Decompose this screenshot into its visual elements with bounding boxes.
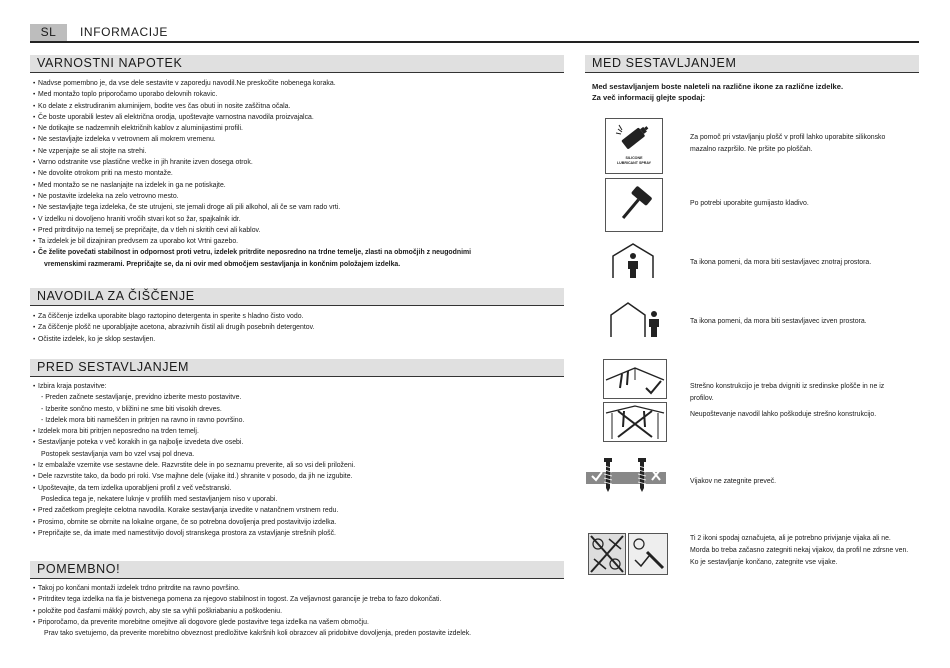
icon-text-line: Neupoštevanje navodil lahko poškoduje strešno konstrukcijo. <box>690 410 877 418</box>
list-item: • Med montažo toplo priporočamo uporabo delovnih rokavic. <box>33 89 471 100</box>
roof-lift-wrong-icon <box>603 402 667 442</box>
spray-label-line: LUBRICANT SPRAY <box>616 161 651 165</box>
list-item: • Upoštevajte, da tem izdelka uporabljeni profil z več večstranski. <box>33 483 355 494</box>
important-list <box>33 583 471 639</box>
list-item: - Preden začnete sestavljanje, previdno izberite mesto postavitve. <box>41 394 242 402</box>
screwing-required-icon <box>628 533 668 575</box>
list-item: • Izbira kraja postavitve: <box>33 381 355 392</box>
rubber-mallet-icon <box>605 178 663 232</box>
spray-label-line: SILICONE <box>625 156 643 160</box>
before-list <box>33 381 355 539</box>
icon-text-line: Za pomoč pri vstavljanju plošč v profil lahko uporabite silikonsko <box>690 134 886 141</box>
assembly-header <box>585 55 919 73</box>
spray-label <box>606 156 662 166</box>
person-inside-text <box>690 257 871 269</box>
before-title: PRED SESTAVLJANJEM <box>30 359 564 376</box>
list-item: • Če boste uporabili lestev ali električna orodja, upoštevajte varnostna navodila proizvajalca. <box>33 112 471 123</box>
screw-tighten-icon <box>586 456 666 496</box>
assembly-title: MED SESTAVLJANJEM <box>585 55 919 72</box>
list-item: • Ko delate z ekstrudiranim aluminijem, bodite ves čas obuti in nosite zaščitna očala. <box>33 101 471 112</box>
icon-text-line: mazalno razpršilo. Ne pršite po ploščah. <box>690 145 813 153</box>
cleaning-title: NAVODILA ZA ČIŠČENJE <box>30 288 564 305</box>
list-item: Posledica tega je, nekatere luknje v profilih med sestavljanjem niso v uporabi. <box>41 495 278 503</box>
list-item: - Izdelek mora biti nameščen in pritrjen na ravno in ravno površino. <box>41 416 245 424</box>
list-item: • Očistite izdelek, ko je sklop sestavljen. <box>33 334 314 345</box>
silicone-spray-icon <box>605 118 663 174</box>
list-item: • Če želite povečati stabilnost in odpornost proti vetru, izdelek pritrdite neposredno na trdne temelje, zlasti na območjih z neugodnimi <box>33 247 471 258</box>
important-title: POMEMBNO! <box>30 561 564 578</box>
list-item: • Za čiščenje izdelka uporabite blago raztopino detergenta in sperite s hladno čisto vodo. <box>33 311 314 322</box>
icon-text-line: Ta ikona pomeni, da mora biti sestavljavec izven prostora. <box>690 318 867 325</box>
list-item: Prav tako svetujemo, da preverite morebitno obveznost predložitve kakršnih koli obrazcev ali pridobitve dovoljenja, preden postavite izdelek. <box>44 630 472 638</box>
list-item: • Pred začetkom preglejte celotna navodila. Korake sestavljanja izvedite v natančnem vrstnem redu. <box>33 505 355 516</box>
list-item: • Ta izdelek je bil dizajniran predvsem za uporabo kot Vrtni gazebo. <box>33 236 471 247</box>
roof-lift-correct-icon <box>603 359 667 399</box>
list-item: • Ne sestavljajte tega izdeleka, če ste utrujeni, ste jemali droge ali pili alkohol, ali če se vam rado vrti. <box>33 202 471 213</box>
list-item: • Ne vzpenjajte se ali stojte na strehi. <box>33 146 471 157</box>
page-title: INFORMACIJE <box>80 25 168 39</box>
icon-text-line: Strešno konstrukcijo je treba dvigniti iz sredinske plošče in ne iz <box>690 383 885 390</box>
person-outside-text <box>690 316 867 328</box>
list-item: • Prosimo, obrnite se obrnite na lokalne organe, če so potrebna dovoljenja pred postavitvijo izdelka. <box>33 517 355 528</box>
important-header <box>30 561 564 579</box>
list-item: • Pred pritrditvijo na temelj se prepričajte, da v tleh ni skritih cevi ali kablov. <box>33 225 471 236</box>
top-bar <box>30 24 919 43</box>
assembly-intro-line: Za več informacij glejte spodaj: <box>592 93 706 102</box>
safety-header <box>30 55 564 73</box>
rubber-mallet-text <box>690 198 809 210</box>
list-item: Postopek sestavljanja vam bo vzel vsaj pol dneva. <box>41 450 195 458</box>
icon-text-line: profilov. <box>690 394 714 402</box>
assembly-intro-line: Med sestavljanjem boste naleteli na različne ikone za različne izdelke. <box>592 82 844 91</box>
person-inside-icon <box>608 241 658 281</box>
list-item: • Prepričajte se, da imate med namestitvijo dovolj stranskega prostora za vstavljanje strešnih plošč. <box>33 528 355 539</box>
person-outside-icon <box>608 298 664 340</box>
safety-list <box>33 78 471 270</box>
icon-text-line: Ko je sestavljanje končano, zategnite vse vijake. <box>690 558 838 566</box>
list-item: • Med montažo se ne naslanjajte na izdelek in ga ne potiskajte. <box>33 180 471 191</box>
list-item: • Varno odstranite vse plastične vrečke in jih hranite izven dosega otrok. <box>33 157 471 168</box>
list-item: • Nadvse pomembno je, da vse dele sestavite v zaporedju navodil.Ne preskočite nobenega koraka. <box>33 78 471 89</box>
list-item: • Ne dovolite otrokom priti na mesto montaže. <box>33 168 471 179</box>
cleaning-header <box>30 288 564 306</box>
icon-text-line: Morda bo treba začasno zategniti nekaj vijakov, da profil ne zdrsne ven. <box>690 546 909 554</box>
list-item: • Dele razvrstite tako, da bodo pri roki. Vse majhne dele (vijake itd.) shranite v posodo, da jih ne izgubite. <box>33 471 355 482</box>
list-item: • Za čiščenje plošč ne uporabljajte acetona, abrazivnih čistil ali drugih posebnih detergentov. <box>33 322 314 333</box>
list-item: • Ne dotikajte se nadzemnih električnih kablov z aluminijastimi profili. <box>33 123 471 134</box>
icon-text-line: Vijakov ne zategnite preveč. <box>690 478 777 485</box>
language-badge: SL <box>30 24 67 41</box>
list-item: - Izberite sončno mesto, v bližini ne sme biti visokih dreves. <box>41 405 222 413</box>
list-item: vremenskimi razmerami. Prepričajte se, da ni ovir med območjem sestavljanja in končnim položajem izdelka. <box>44 260 401 268</box>
list-item: • Sestavljanje poteka v več korakih in ga najbolje izvedeta dve osebi. <box>33 437 355 448</box>
list-item: • položite pod časfami mákký povrch, aby ste sa vyhli poškriabaniu a poškodeniu. <box>33 606 471 617</box>
list-item: • Pritrditev tega izdelka na tla je bistvenega pomena za njegovo stabilnost in togost. Za veljavnost garancije je treba to fazo dokončati. <box>33 594 471 605</box>
before-header <box>30 359 564 377</box>
screw-tighten-text <box>690 476 776 488</box>
list-item: • Takoj po končani montaži izdelek trdno pritrdite na ravno površino. <box>33 583 471 594</box>
no-screwing-icon <box>588 533 626 575</box>
list-item: • Priporočamo, da preverite morebitne omejitve ali dogovore glede postavitve tega izdelka na vašem območju. <box>33 617 471 628</box>
list-item: • Izdelek mora biti pritrjen neposredno na trden temelj. <box>33 426 355 437</box>
icon-text-line: Po potrebi uporabite gumijasto kladivo. <box>690 200 809 207</box>
silicone-spray-text <box>690 132 885 156</box>
icon-text-line: Ta ikona pomeni, da mora biti sestavljavec znotraj prostora. <box>690 259 872 266</box>
list-item: • Ne postavite izdeleka na zelo vetrovno mesto. <box>33 191 471 202</box>
list-item: • Iz embalaže vzemite vse sestavne dele. Razvrstite dele in po seznamu preverite, ali so vsi deli priloženi. <box>33 460 355 471</box>
safety-title: VARNOSTNI NAPOTEK <box>30 55 564 72</box>
screwing-text <box>690 533 908 568</box>
assembly-intro <box>592 81 843 103</box>
list-item: • V izdelku ni dovoljeno hraniti vročih stvari kot so žar, spajkalnik idr. <box>33 214 471 225</box>
cleaning-list <box>33 311 314 345</box>
icon-text-line: Ti 2 ikoni spodaj označujeta, ali je potrebno privijanje vijaka ali ne. <box>690 535 891 542</box>
list-item: • Ne sestavljajte izdeleka v vetrovnem ali mokrem vremenu. <box>33 134 471 145</box>
roof-lift-text <box>690 381 884 420</box>
